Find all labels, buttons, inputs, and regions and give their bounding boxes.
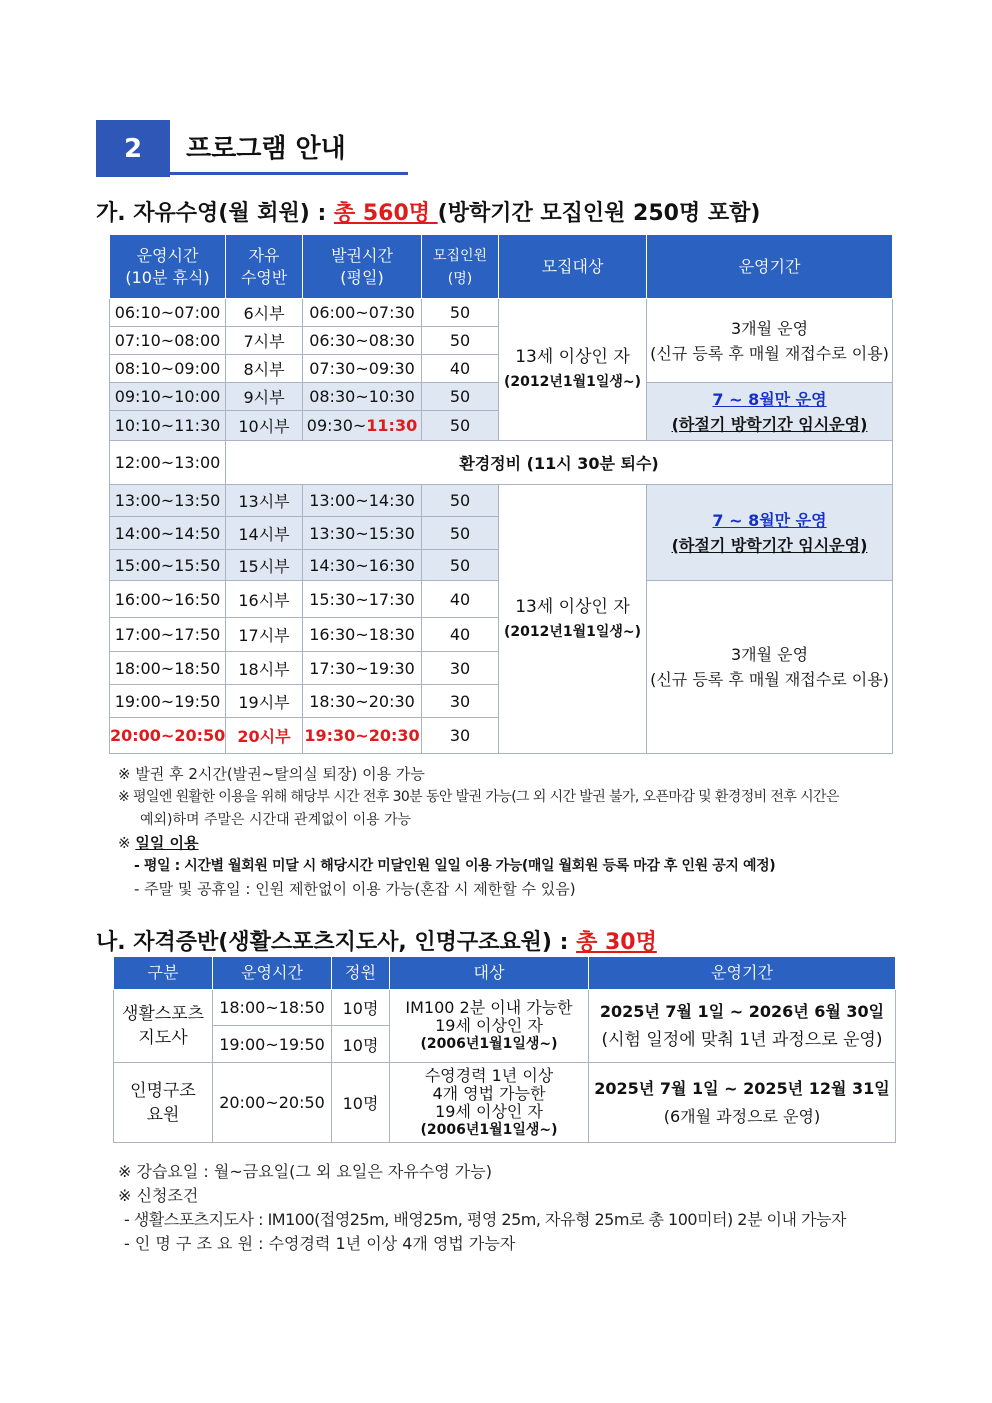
table-cell: 15시부 [226, 550, 303, 581]
table-cell: 10명 [332, 1063, 390, 1143]
table-cell: 7시부 [226, 327, 303, 355]
free-swim-heading-suffix: (방학기간 모집인원 250명 포함) [437, 201, 761, 226]
table-cell: 50 [422, 383, 499, 411]
note-line: - 평일 : 시간별 월회원 미달 시 해당시간 미달인원 일일 이용 가능(매일 월회원 등록 마감 후 인원 공지 예정) [134, 858, 776, 874]
col-target: 모집대상 [499, 235, 647, 299]
table-cell: 40 [422, 618, 499, 652]
note-line: 예외)하며 주말은 시간대 관계없이 이용 가능 [140, 812, 412, 828]
note-line: ※ 신청조건 [118, 1186, 199, 1205]
col-class: 자유 수영반 [226, 235, 303, 299]
table-header-row [114, 957, 896, 990]
col-period: 운영기간 [647, 235, 893, 299]
table-cell: 40 [422, 581, 499, 618]
lifeguard-period-cell: 2025년 7월 1일 ~ 2025년 12월 31일 (6개월 과정으로 운영) [589, 1063, 896, 1143]
col-ticket-time: 발권시간 (평일) [303, 235, 422, 299]
table-cell: 16시부 [226, 581, 303, 618]
free-swim-table [109, 234, 893, 754]
table-cell: 17:00~17:50 [110, 618, 226, 652]
table-cell: 50 [422, 327, 499, 355]
cert-heading [96, 925, 657, 956]
table-cell: 8시부 [226, 355, 303, 383]
sports-period-cell: 2025년 7월 1일 ~ 2026년 6월 30일 (시험 일정에 맞춰 1년 과정으로 운영) [589, 990, 896, 1063]
column-header: 운영시간 [213, 957, 332, 990]
table-cell: 08:10~09:00 [110, 355, 226, 383]
table-cell: 07:30~09:30 [303, 355, 422, 383]
table-cell: 20시부 [226, 718, 303, 754]
table-cell: 환경정비 (11시 30분 퇴수) [226, 441, 893, 485]
section-number: 2 [96, 120, 170, 177]
table-cell: 20:00~20:50 [213, 1063, 332, 1143]
table-cell: 50 [422, 485, 499, 517]
target-cell-morning: 13세 이상인 자 (2012년1월1일생~) [499, 299, 647, 441]
lifeguard-target-cell: 수영경력 1년 이상 4개 영법 가능한 19세 이상인 자 (2006년1월1일생~) [390, 1063, 589, 1143]
table-cell: 19:00~19:50 [213, 1026, 332, 1063]
note-line: ※ 평일엔 원활한 이용을 위해 해당부 시간 전후 30분 동안 발권 가능(그 외 시간 발권 불가, 오픈마감 및 환경정비 전후 시간은 [118, 789, 839, 805]
section-underline [170, 172, 408, 175]
table-cell: 18:00~18:50 [213, 990, 332, 1026]
table-cell: 12:00~13:00 [110, 441, 226, 485]
table-cell: 18:00~18:50 [110, 652, 226, 685]
note-line: ※ 강습요일 : 월~금요일(그 외 요일은 자유수영 가능) [118, 1162, 492, 1181]
free-swim-heading [96, 196, 760, 227]
table-cell: 10시부 [226, 411, 303, 441]
table-row [110, 485, 893, 517]
table-cell: 13:30~15:30 [303, 517, 422, 550]
cert-heading-total: 총 30명 [576, 930, 657, 955]
table-cell: 10:10~11:30 [110, 411, 226, 441]
period-cell-3m-afternoon: 3개월 운영 (신규 등록 후 매월 재접수로 이용) [647, 581, 893, 754]
table-row [110, 299, 893, 327]
table-cell: 06:10~07:00 [110, 299, 226, 327]
column-header: 구분 [114, 957, 213, 990]
table-cell: 30 [422, 685, 499, 718]
table-header-row [110, 235, 893, 299]
table-cell: 18:30~20:30 [303, 685, 422, 718]
target-cell-afternoon: 13세 이상인 자 (2012년1월1일생~) [499, 485, 647, 754]
table-cell: 06:30~08:30 [303, 327, 422, 355]
note-line: - 인 명 구 조 요 원 : 수영경력 1년 이상 4개 영법 가능자 [124, 1234, 516, 1253]
table-cell: 09:10~10:00 [110, 383, 226, 411]
section-header [96, 120, 408, 177]
column-header: 대상 [390, 957, 589, 990]
table-cell: 10명 [332, 990, 390, 1026]
table-cell: 07:10~08:00 [110, 327, 226, 355]
period-cell-3m-morning: 3개월 운영 (신규 등록 후 매월 재접수로 이용) [647, 299, 893, 383]
table-row-break [110, 441, 893, 485]
cert-heading-prefix: 나. 자격증반(생활스포츠지도사, 인명구조요원) : [96, 930, 577, 955]
table-cell: 14시부 [226, 517, 303, 550]
note-line: ※ 일일 이용 [118, 834, 199, 852]
lifeguard-name-cell: 인명구조 요원 [114, 1063, 213, 1143]
table-cell: 20:00~20:50 [110, 718, 226, 754]
period-cell-summer-afternoon: 7 ~ 8월만 운영 (하절기 방학기간 임시운영) [647, 485, 893, 581]
table-cell: 16:00~16:50 [110, 581, 226, 618]
table-cell: 9시부 [226, 383, 303, 411]
table-cell: 50 [422, 299, 499, 327]
table-cell: 30 [422, 652, 499, 685]
col-capacity: 모집인원 (명) [422, 235, 499, 299]
table-cell: 15:30~17:30 [303, 581, 422, 618]
note-line: - 생활스포츠지도사 : IM100(접영25m, 배영25m, 평영 25m, 자유형 25m로 총 100미터) 2분 이내 가능자 [124, 1210, 846, 1229]
column-header: 정원 [332, 957, 390, 990]
table-cell: 15:00~15:50 [110, 550, 226, 581]
section-title: 프로그램 안내 [186, 134, 346, 164]
cert-table [113, 956, 896, 1143]
table-cell: 10명 [332, 1026, 390, 1063]
table-cell: 08:30~10:30 [303, 383, 422, 411]
period-cell-summer-morning: 7 ~ 8월만 운영 (하절기 방학기간 임시운영) [647, 383, 893, 441]
cert-notes [118, 1160, 846, 1256]
table-cell: 17시부 [226, 618, 303, 652]
note-line: - 주말 및 공휴일 : 인원 제한없이 이용 가능(혼잡 시 제한할 수 있음) [134, 880, 576, 898]
table-cell: 50 [422, 550, 499, 581]
table-cell: 19시부 [226, 685, 303, 718]
table-cell: 14:30~16:30 [303, 550, 422, 581]
free-swim-heading-prefix: 가. 자유수영(월 회원) : [96, 201, 334, 226]
table-cell: 13:00~13:50 [110, 485, 226, 517]
free-swim-notes [118, 763, 839, 901]
table-cell: 13시부 [226, 485, 303, 517]
table-cell: 19:00~19:50 [110, 685, 226, 718]
table-cell: 17:30~19:30 [303, 652, 422, 685]
table-row: 10:10~11:30 10시부 09:30~11:30 50 [110, 411, 893, 441]
col-operating-time: 운영시간 (10분 휴식) [110, 235, 226, 299]
free-swim-heading-total: 총 560명 [333, 201, 438, 226]
table-cell: 18시부 [226, 652, 303, 685]
table-row [114, 1063, 896, 1143]
note-line: ※ 발권 후 2시간(발권~탈의실 퇴장) 이용 가능 [118, 765, 425, 783]
table-cell: 40 [422, 355, 499, 383]
table-cell: 50 [422, 411, 499, 441]
table-cell: 30 [422, 718, 499, 754]
column-header: 운영기간 [589, 957, 896, 990]
sports-name-cell: 생활스포츠 지도사 [114, 990, 213, 1063]
table-row [114, 990, 896, 1026]
sports-target-cell: IM100 2분 이내 가능한 19세 이상인 자 (2006년1월1일생~) [390, 990, 589, 1063]
table-cell: 19:30~20:30 [303, 718, 422, 754]
table-cell: 13:00~14:30 [303, 485, 422, 517]
table-cell: 16:30~18:30 [303, 618, 422, 652]
table-cell: 50 [422, 517, 499, 550]
table-cell: 06:00~07:30 [303, 299, 422, 327]
table-cell: 14:00~14:50 [110, 517, 226, 550]
table-cell: 6시부 [226, 299, 303, 327]
